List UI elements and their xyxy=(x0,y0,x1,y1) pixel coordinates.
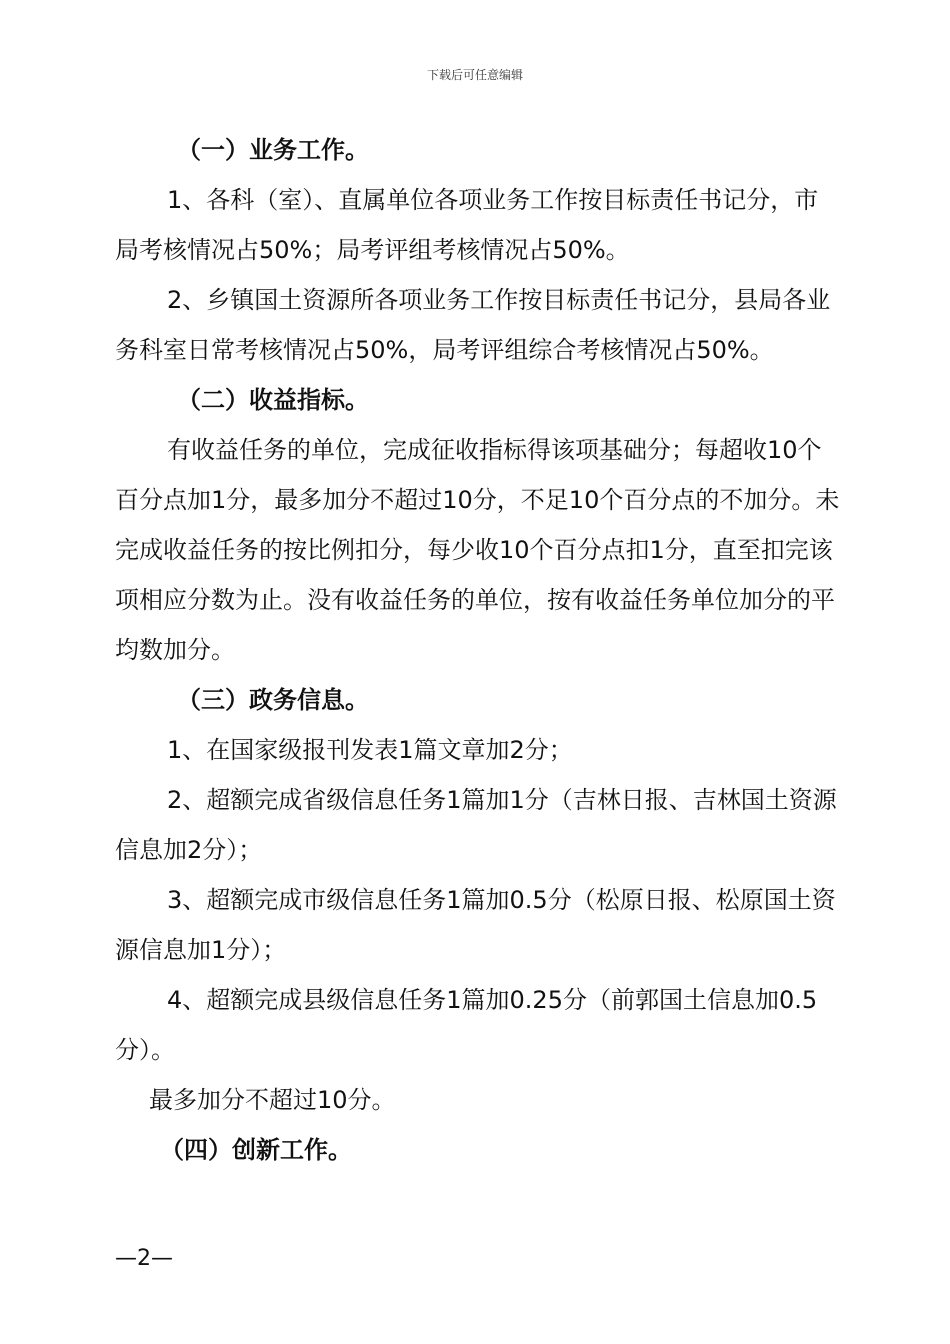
page-header: 下载后可任意编辑 xyxy=(426,68,523,82)
paragraph-info-1: 1、在国家级报刊发表1篇文章加2分； xyxy=(167,736,573,764)
page-number: —2— xyxy=(115,1246,173,1271)
paragraph-info-2: 2、超额完成省级信息任务1篇加1分（吉林日报、吉林国土资源信息加2分）； xyxy=(115,786,837,864)
paragraph-info-max: 最多加分不超过10分。 xyxy=(149,1086,396,1114)
section-heading-innovation: （四）创新工作。 xyxy=(160,1136,352,1164)
section-heading-business: （一）业务工作。 xyxy=(177,136,369,164)
section-heading-government-info: （三）政务信息。 xyxy=(177,686,369,714)
paragraph-business-2: 2、乡镇国土资源所各项业务工作按目标责任书记分，县局各业务科室日常考核情况占50%，局考评组综合考核情况占50%。 xyxy=(115,286,831,364)
paragraph-business-1: 1、各科（室）、直属单位各项业务工作按目标责任书记分，市局考核情况占50%；局考评组考核情况占50%。 xyxy=(115,186,819,264)
paragraph-info-3: 3、超额完成市级信息任务1篇加0.5分（松原日报、松原国土资源信息加1分）； xyxy=(115,886,836,964)
paragraph-info-4: 4、超额完成县级信息任务1篇加0.25分（前郭国土信息加0.5分）。 xyxy=(115,986,818,1064)
paragraph-revenue-1: 有收益任务的单位，完成征收指标得该项基础分；每超收10个百分点加1分，最多加分不超过10分，不足10个百分点的不加分。未完成收益任务的按比例扣分，每少收10个百分点扣1分，直至扣完该项相应分数为止。没有收益任务的单位，按有收益任务单位加分的平均数加分。 xyxy=(115,436,840,664)
document-body xyxy=(115,125,840,1175)
section-heading-revenue: （二）收益指标。 xyxy=(177,386,369,414)
